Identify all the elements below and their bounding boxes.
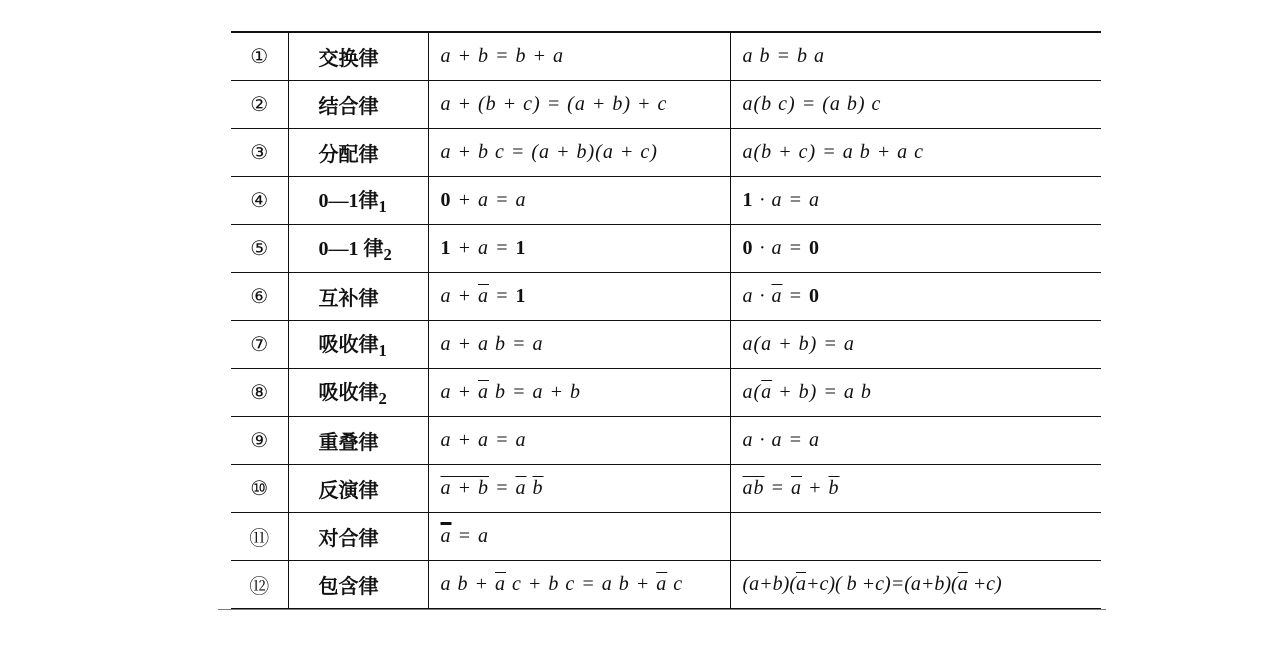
law-name: 0—1律$_1$ [288, 177, 428, 225]
row-number: ⑦ [231, 321, 288, 369]
row-number: ⑩ [231, 465, 288, 513]
formula-2: a · a = a [730, 417, 1101, 465]
row-number: ⑫ [249, 576, 270, 598]
row-number: ⑨ [231, 417, 288, 465]
row-number: ⑧ [231, 369, 288, 417]
table-row [231, 32, 1101, 81]
formula-1: $\overline{a} = a$ [428, 513, 730, 561]
law-name: 互补律 [288, 273, 428, 321]
table-row [231, 417, 1101, 465]
formula-2 [730, 513, 1101, 561]
row-number: ③ [231, 129, 288, 177]
table-row [231, 369, 1101, 417]
table-row [231, 273, 1101, 321]
formula-2: a b = b a [730, 32, 1101, 81]
law-name: 结合律 [288, 81, 428, 129]
formula-2: 1 · a = a [730, 177, 1101, 225]
table-row [231, 225, 1101, 273]
formula-2: a(b + c) = a b + a c [730, 129, 1101, 177]
law-name: 包含律 [288, 561, 428, 610]
law-name: 分配律 [288, 129, 428, 177]
formula-2: 0 · a = 0 [730, 225, 1101, 273]
table-row [231, 129, 1101, 177]
formula-1: a + a b = a [428, 321, 730, 369]
formula-1: a $b + \overline{a}$ c + b c = a $b + \overline{a}$ c [428, 561, 730, 610]
formula-1: a + b = b + a [428, 32, 730, 81]
law-name: 交换律 [288, 32, 428, 81]
table-row [231, 465, 1101, 513]
law-name: 反演律 [288, 465, 428, 513]
formula-1: 1 + a = 1 [428, 225, 730, 273]
formula-2: $\overline{ab} = \overline{a} + \overline{b}$ [730, 465, 1101, 513]
table-row [231, 561, 1101, 610]
table-row [231, 321, 1101, 369]
formula-2: a(a + b) = a [730, 321, 1101, 369]
bottom-rule [218, 609, 1106, 610]
formula-2: $(a+b)(\overline{a}+c)$( $b +c)=(a+b)(\overline{a} +c)$ [730, 561, 1101, 610]
formula-2: a(b c) = (a b) c [730, 81, 1101, 129]
law-name: 0—1 律$_2$ [288, 225, 428, 273]
formula-1: a + a = a [428, 417, 730, 465]
formula-1: a + (b + c) = (a + b) + c [428, 81, 730, 129]
row-number: ⑥ [231, 273, 288, 321]
law-name: 吸收律$_2$ [288, 369, 428, 417]
formula-2: $a(\overline{a} + b) = a$ b [730, 369, 1101, 417]
row-number: ④ [231, 177, 288, 225]
formula-1: $a + b = \overline{a}$ $\overline{b}$ [428, 465, 730, 513]
table-row [231, 81, 1101, 129]
table-row [231, 513, 1101, 561]
law-name: 重叠律 [288, 417, 428, 465]
formula-1: a + b c = (a + b)(a + c) [428, 129, 730, 177]
law-name: 吸收律$_1$ [288, 321, 428, 369]
row-number: ⑪ [231, 513, 288, 561]
row-number: ② [231, 81, 288, 129]
formula-1: 0 + a = a [428, 177, 730, 225]
formula-1: $a + \overline{a} = 1$ [428, 273, 730, 321]
formula-1: $a + \overline{a}$ b = a + b [428, 369, 730, 417]
row-number: ⑤ [231, 225, 288, 273]
row-number: ① [231, 32, 288, 81]
law-name: 对合律 [288, 513, 428, 561]
table-row [231, 177, 1101, 225]
formula-2: $a \cdot \overline{a} = 0$ [730, 273, 1101, 321]
boolean-laws-table [231, 31, 1101, 610]
